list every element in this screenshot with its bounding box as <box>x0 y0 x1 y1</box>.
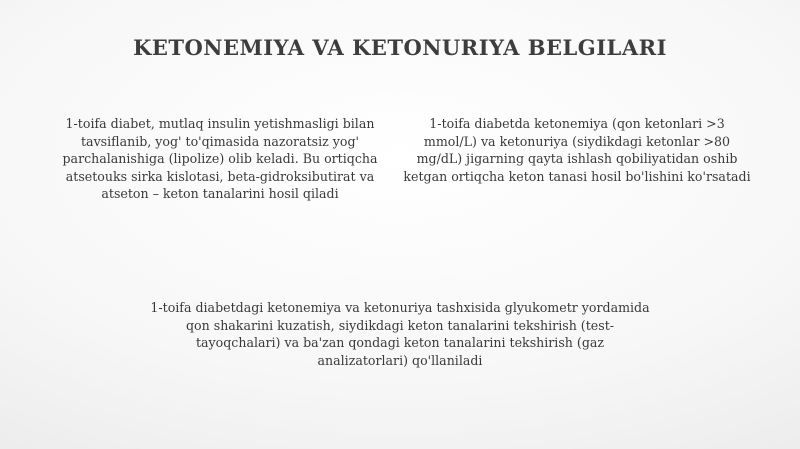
right-text-block: 1-toifa diabetda ketonemiya (qon ketonlari >3 mmol/L) va ketonuriya (siydikdagi ketonlar >80 mg/dL) jigarning qayta ishlash qobiliyatidan oshib ketgan ortiqcha keton tanasi hosil bo'lishini ko'rsatadi <box>403 116 751 184</box>
left-text-block: 1-toifa diabet, mutlaq insulin yetishmasligi bilan tavsiflanib, yog' to'qimasida nazoratsiz yog' parchalanishiga (lipolize) olib keladi. Bu ortiqcha atsetouks sirka kislotasi, beta-gidroksibutirat va atseton – keton tanalarini hosil qiladi <box>62 116 378 202</box>
slide-title: KETONEMIYA VA KETONURIYA BELGILARI <box>133 35 667 60</box>
bottom-text-block: 1-toifa diabetdagi ketonemiya va ketonuriya tashxisida glyukometr yordamida qon shakarini kuzatish, siydikdagi keton tanalarini tekshirish (test-tayoqchalari) va ba'zan qondagi keton tanalarini tekshirish (gaz analizatorlari) qo'llaniladi <box>150 300 650 368</box>
